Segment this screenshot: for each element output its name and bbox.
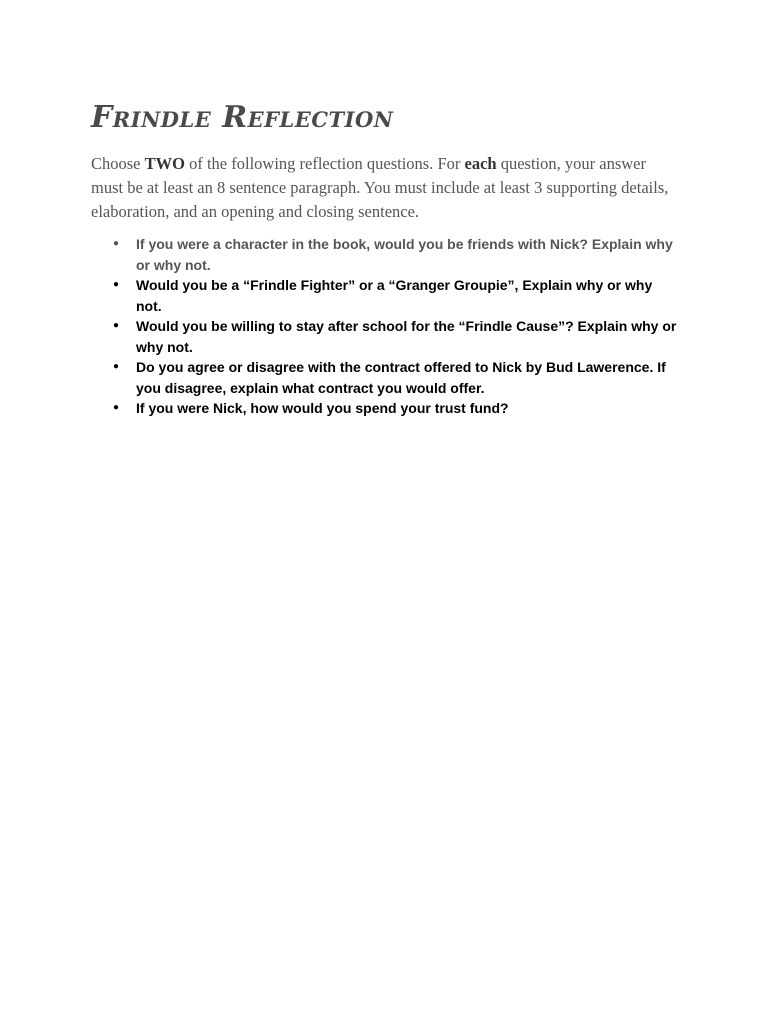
question-text: If you were a character in the book, would you be friends with Nick? Explain why or why not. xyxy=(136,236,673,273)
document-page xyxy=(91,98,681,419)
instructions-paragraph xyxy=(91,152,681,224)
bullet-icon: ● xyxy=(113,402,120,413)
question-item xyxy=(91,398,681,419)
question-item xyxy=(91,316,681,357)
question-item xyxy=(91,234,681,275)
bullet-icon: ● xyxy=(113,238,120,249)
intro-text-2: of the following reflection questions. For xyxy=(184,154,465,173)
intro-bold-two: TWO xyxy=(144,154,185,173)
bullet-icon: ● xyxy=(113,361,120,372)
intro-bold-each: each xyxy=(464,154,497,173)
question-item xyxy=(91,275,681,316)
question-item xyxy=(91,357,681,398)
bullet-icon: ● xyxy=(113,279,120,290)
bullet-icon: ● xyxy=(113,320,120,331)
question-text: Do you agree or disagree with the contract offered to Nick by Bud Lawerence. If you disagree, explain what contract you would offer. xyxy=(136,359,666,396)
question-text: Would you be willing to stay after school for the “Frindle Cause”? Explain why or why not. xyxy=(136,318,677,355)
question-list xyxy=(91,234,681,419)
question-text: Would you be a “Frindle Fighter” or a “Granger Groupie”, Explain why or why not. xyxy=(136,277,653,314)
intro-text-3: question, your answer must be at least an 8 sentence paragraph. You must include at least 3 supporting details, elaboration, and an opening and closing sentence. xyxy=(91,154,669,221)
document-title: Frindle Reflection xyxy=(91,100,394,135)
intro-text-1: Choose xyxy=(91,154,145,173)
question-text: If you were Nick, how would you spend your trust fund? xyxy=(136,400,509,416)
